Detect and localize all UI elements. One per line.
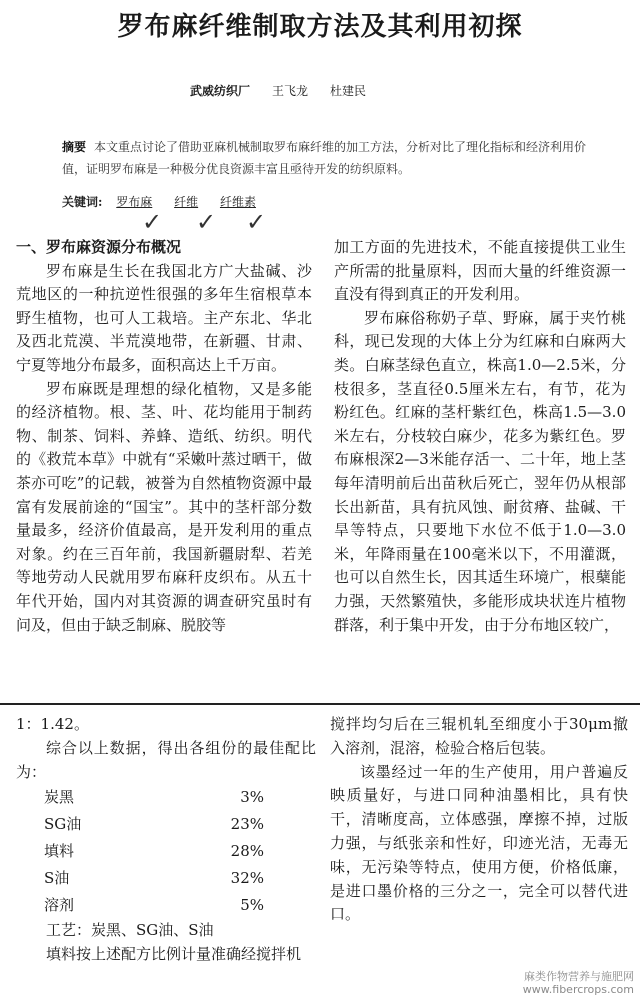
section-heading: 一、罗布麻资源分布概况 [16,238,182,256]
recipe-item [16,811,316,838]
paragraph: 罗布麻既是理想的绿化植物，又是多能的经济植物。根、茎、叶、花均能用于制药物、制茶、饲料、养蜂、造纸、纺织。明代的《救荒本草》中就有“采嫩叶蒸过晒干，做茶亦可吃”的记载，被誉为自然植物资源中最富有发展前途的“国宝”。其中的茎杆部分数量最多，经济价值最高，是开发利用的重点对象。约在三百年前，我国新疆尉犁、若羌等地劳动人民就用罗布麻秆皮织布。从五十年代开始，国内对其资源的调查研究虽时有问及，但由于缺乏制麻、脱胶等 [16,379,312,634]
author-organization: 武威纺织厂 [190,84,251,98]
watermark-line: www.fibercrops.com [522,983,634,996]
keyword: 纤维 [174,195,199,209]
recipe-item [16,784,316,811]
recipe-name: SG油 [44,815,82,834]
column-right-upper [334,236,626,637]
paragraph: 综合以上数据，得出各组份的最佳配比为： [16,738,316,781]
recipe-item [16,865,316,892]
column-left-upper [16,236,312,637]
recipe-name: S油 [44,869,70,888]
column-right-lower [330,713,628,927]
paragraph: 罗布麻是生长在我国北方广大盐碱、沙荒地区的一种抗逆性很强的多年生宿根草本野生植物，也可人工栽培。主产东北、华北及西北荒漠、半荒漠地带，在新疆、甘肃、宁夏等地分布最多，面积高达上千万亩。 [16,261,312,374]
recipe-name: 溶剂 [44,896,75,915]
recipe-name: 炭黑 [44,788,75,807]
watermark [523,970,634,996]
keyword: 纤维素 [219,195,256,209]
author-line [190,82,520,99]
keyword: 罗布麻 [116,195,153,209]
recipe-percent: 23% [230,815,264,834]
abstract-label: 摘要 [62,140,87,154]
recipe-item [16,892,316,919]
process-line: 工艺：炭黑、SG油、S油 [46,921,214,940]
paragraph: 加工方面的先进技术，不能直接提供工业生产所需的批量原料，因而大量的纤维资源一直没有得到真正的开发利用。 [334,238,626,304]
handwritten-check-icon: ✓ [196,208,217,236]
ratio-line: 1：1.42。 [16,715,89,733]
paragraph: 该墨经过一年的生产使用，用户普遍反映质量好，与进口同种油墨相比，具有快干，清晰度高，立体感强，摩擦不掉，过版力强，与纸张亲和性好，印迹光洁，无毒无味，无污染等特点，使用方便，价格低廉，是进口墨价格的三分之一，完全可以替代进口。 [330,762,628,924]
recipe-percent: 28% [230,842,264,861]
handwritten-check-icon: ✓ [142,208,163,236]
paragraph: 搅拌均匀后在三辊机轧至细度小于30μm撤入溶剂，混溶，检验合格后包装。 [330,715,628,757]
recipe-percent: 32% [230,869,264,888]
recipe-list [16,784,316,919]
author-name: 杜建民 [330,84,367,98]
recipe-percent: 3% [240,788,264,807]
keywords-label: 关键词: [62,195,103,209]
abstract-text: 本文重点讨论了借助亚麻机械制取罗布麻纤维的加工方法，分析对比了理化指标和经济利用价值，证明罗布麻是一种极分优良资源丰富且亟待开发的纺织原料。 [62,140,587,176]
author-name: 王飞龙 [272,84,309,98]
paragraph: 罗布麻俗称奶子草、野麻，属于夹竹桃科，现已发现的大体上分为红麻和白麻两大类。白麻茎绿色直立，株高1.0—2.5米，分枝很多，茎直径0.5厘米左右，有节，花为粉红色。红麻的茎杆紫红色，株高1.5—3.0米左右，分枝较白麻少，花多为紫红色。罗布麻根深2—3米能存活一、二十年，地上茎每年清明前后出苗秋后死亡，翌年仍从根部长出新苗，具有抗风蚀、耐贫瘠、盐碱、干旱等特点，只要地下水位不低于1.0—3.0米，年降雨量在100毫米以下，不用灌溉，也可以自然生长，因其适生环境广，根蘖能力强，天然繁殖快，多能形成块状连片植物群落，利于集中开发，由于分布地区较广， [334,308,626,634]
recipe-percent: 5% [240,896,264,915]
watermark-line: 麻类作物营养与施肥网 [524,970,634,983]
recipe-item [16,838,316,865]
section-divider [0,703,640,705]
abstract [62,136,602,180]
process-line: 填料按上述配方比例计量准确经搅拌机 [46,945,302,964]
column-left-lower [16,713,316,967]
handwritten-check-icon: ✓ [246,208,267,236]
paper-title: 罗布麻纤维制取方法及其利用初探 [117,12,523,42]
recipe-name: 填料 [44,842,75,861]
